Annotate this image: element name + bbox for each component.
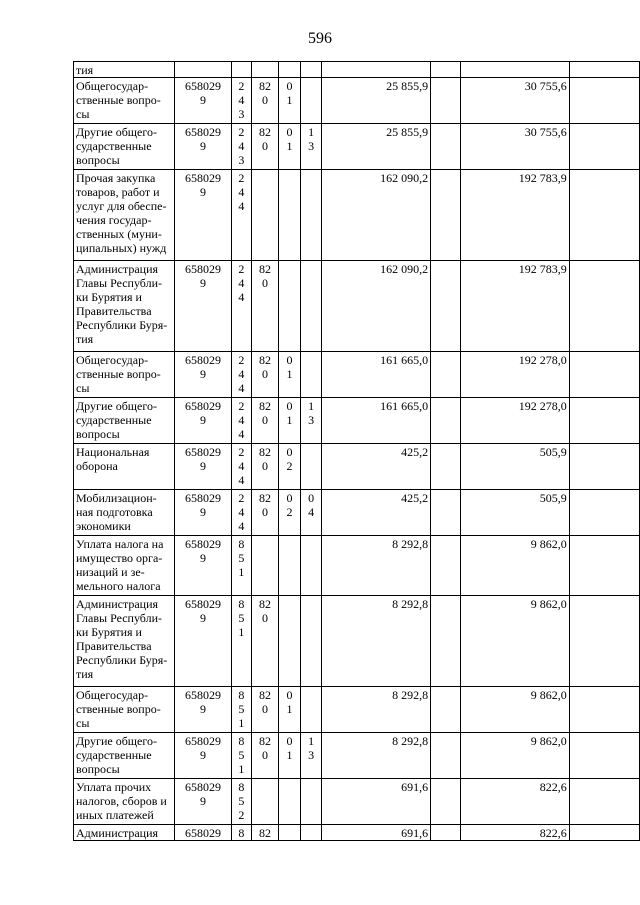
amount-1-cell <box>322 62 431 78</box>
row-name-cell: Администрация Главы Республи- ки Бурятия и Правительства Республики Буря- тия <box>74 261 175 352</box>
table-row <box>74 124 640 170</box>
table-row <box>74 490 640 536</box>
kbk-code-cell: 658029 9 <box>174 536 231 596</box>
amount-2-cell: 505,9 <box>461 490 570 536</box>
section-cell <box>279 825 301 841</box>
ministry-code-cell <box>251 536 279 596</box>
section-cell: 0 2 <box>279 490 301 536</box>
ministry-code-cell: 82 0 <box>251 352 279 398</box>
table-row <box>74 261 640 352</box>
amount-1-cell: 691,6 <box>322 779 431 825</box>
kbk-code-cell: 658029 <box>174 825 231 841</box>
table-row <box>74 398 640 444</box>
empty-cell-2 <box>569 352 639 398</box>
ministry-code-cell: 82 0 <box>251 490 279 536</box>
amount-1-cell: 8 292,8 <box>322 687 431 733</box>
section-cell <box>279 261 301 352</box>
empty-cell-2 <box>569 490 639 536</box>
amount-1-cell: 162 090,2 <box>322 261 431 352</box>
subsection-cell <box>300 596 322 687</box>
table-row <box>74 733 640 779</box>
expense-type-cell: 8 5 2 <box>232 779 252 825</box>
kbk-code-cell: 658029 9 <box>174 779 231 825</box>
ministry-code-cell: 82 0 <box>251 596 279 687</box>
subsection-cell: 1 3 <box>300 124 322 170</box>
kbk-code-cell: 658029 9 <box>174 733 231 779</box>
expense-type-cell: 2 4 3 <box>232 78 252 124</box>
empty-cell-1 <box>431 170 461 261</box>
amount-1-cell: 161 665,0 <box>322 352 431 398</box>
amount-2-cell: 505,9 <box>461 444 570 490</box>
table-row <box>74 596 640 687</box>
empty-cell-2 <box>569 825 639 841</box>
table-row <box>74 687 640 733</box>
table-body <box>74 62 640 841</box>
expense-type-cell: 2 4 4 <box>232 444 252 490</box>
empty-cell-1 <box>431 78 461 124</box>
expense-type-cell: 8 5 1 <box>232 733 252 779</box>
row-name-cell: тия <box>74 62 175 78</box>
section-cell: 0 1 <box>279 687 301 733</box>
empty-cell-1 <box>431 444 461 490</box>
section-cell: 0 1 <box>279 398 301 444</box>
ministry-code-cell: 82 0 <box>251 124 279 170</box>
subsection-cell <box>300 825 322 841</box>
budget-table <box>73 61 640 841</box>
kbk-code-cell: 658029 9 <box>174 687 231 733</box>
row-name-cell: Национальная оборона <box>74 444 175 490</box>
amount-1-cell: 162 090,2 <box>322 170 431 261</box>
expense-type-cell: 2 4 4 <box>232 170 252 261</box>
expense-type-cell <box>232 62 252 78</box>
row-name-cell: Другие общего- сударственные вопросы <box>74 398 175 444</box>
kbk-code-cell: 658029 9 <box>174 124 231 170</box>
kbk-code-cell: 658029 9 <box>174 398 231 444</box>
table-row <box>74 444 640 490</box>
section-cell: 0 1 <box>279 124 301 170</box>
empty-cell-2 <box>569 596 639 687</box>
ministry-code-cell: 82 0 <box>251 261 279 352</box>
amount-2-cell: 9 862,0 <box>461 687 570 733</box>
kbk-code-cell: 658029 9 <box>174 261 231 352</box>
amount-1-cell: 425,2 <box>322 444 431 490</box>
section-cell: 0 2 <box>279 444 301 490</box>
amount-2-cell: 30 755,6 <box>461 78 570 124</box>
kbk-code-cell: 658029 9 <box>174 490 231 536</box>
row-name-cell: Уплата налога на имущество орга- низаций и зе- мельного налога <box>74 536 175 596</box>
empty-cell-2 <box>569 170 639 261</box>
amount-2-cell: 192 783,9 <box>461 261 570 352</box>
page-number: 596 <box>308 30 332 47</box>
amount-1-cell: 161 665,0 <box>322 398 431 444</box>
row-name-cell: Другие общего- сударственные вопросы <box>74 124 175 170</box>
kbk-code-cell: 658029 9 <box>174 352 231 398</box>
expense-type-cell: 2 4 4 <box>232 261 252 352</box>
section-cell <box>279 779 301 825</box>
amount-2-cell: 192 278,0 <box>461 352 570 398</box>
subsection-cell: 0 4 <box>300 490 322 536</box>
empty-cell-2 <box>569 779 639 825</box>
ministry-code-cell: 82 0 <box>251 78 279 124</box>
row-name-cell: Общегосудар- ственные вопро- сы <box>74 78 175 124</box>
subsection-cell <box>300 536 322 596</box>
amount-2-cell: 30 755,6 <box>461 124 570 170</box>
kbk-code-cell: 658029 9 <box>174 170 231 261</box>
empty-cell-2 <box>569 124 639 170</box>
subsection-cell <box>300 78 322 124</box>
ministry-code-cell: 82 0 <box>251 444 279 490</box>
amount-2-cell: 9 862,0 <box>461 596 570 687</box>
expense-type-cell: 8 5 1 <box>232 536 252 596</box>
subsection-cell <box>300 352 322 398</box>
empty-cell-1 <box>431 687 461 733</box>
amount-2-cell: 822,6 <box>461 779 570 825</box>
empty-cell-2 <box>569 687 639 733</box>
amount-1-cell: 691,6 <box>322 825 431 841</box>
empty-cell-2 <box>569 398 639 444</box>
table-row <box>74 825 640 841</box>
ministry-code-cell: 82 0 <box>251 687 279 733</box>
table-row <box>74 170 640 261</box>
table-row <box>74 779 640 825</box>
section-cell: 0 1 <box>279 78 301 124</box>
amount-2-cell: 192 783,9 <box>461 170 570 261</box>
ministry-code-cell <box>251 62 279 78</box>
empty-cell-1 <box>431 596 461 687</box>
row-name-cell: Общегосудар- ственные вопро- сы <box>74 687 175 733</box>
row-name-cell: Общегосудар- ственные вопро- сы <box>74 352 175 398</box>
empty-cell-1 <box>431 352 461 398</box>
row-name-cell: Мобилизацион- ная подготовка экономики <box>74 490 175 536</box>
subsection-cell <box>300 687 322 733</box>
section-cell <box>279 62 301 78</box>
subsection-cell <box>300 444 322 490</box>
row-name-cell: Другие общего- сударственные вопросы <box>74 733 175 779</box>
amount-1-cell: 8 292,8 <box>322 733 431 779</box>
ministry-code-cell: 82 <box>251 825 279 841</box>
kbk-code-cell <box>174 62 231 78</box>
table-row <box>74 352 640 398</box>
empty-cell-2 <box>569 536 639 596</box>
amount-2-cell: 192 278,0 <box>461 398 570 444</box>
expense-type-cell: 8 <box>232 825 252 841</box>
subsection-cell <box>300 779 322 825</box>
empty-cell-1 <box>431 62 461 78</box>
amount-2-cell: 9 862,0 <box>461 536 570 596</box>
kbk-code-cell: 658029 9 <box>174 78 231 124</box>
ministry-code-cell <box>251 779 279 825</box>
subsection-cell <box>300 170 322 261</box>
empty-cell-1 <box>431 536 461 596</box>
expense-type-cell: 8 5 1 <box>232 687 252 733</box>
subsection-cell <box>300 261 322 352</box>
expense-type-cell: 2 4 4 <box>232 490 252 536</box>
section-cell <box>279 536 301 596</box>
amount-1-cell: 25 855,9 <box>322 124 431 170</box>
row-name-cell: Администрация Главы Республи- ки Бурятия и Правительства Республики Буря- тия <box>74 596 175 687</box>
section-cell: 0 1 <box>279 352 301 398</box>
amount-2-cell: 9 862,0 <box>461 733 570 779</box>
subsection-cell: 1 3 <box>300 733 322 779</box>
empty-cell-2 <box>569 733 639 779</box>
ministry-code-cell <box>251 170 279 261</box>
empty-cell-1 <box>431 398 461 444</box>
section-cell <box>279 170 301 261</box>
ministry-code-cell: 82 0 <box>251 733 279 779</box>
amount-1-cell: 425,2 <box>322 490 431 536</box>
table-row <box>74 536 640 596</box>
row-name-cell: Уплата прочих налогов, сборов и иных платежей <box>74 779 175 825</box>
empty-cell-1 <box>431 779 461 825</box>
section-cell: 0 1 <box>279 733 301 779</box>
amount-1-cell: 25 855,9 <box>322 78 431 124</box>
subsection-cell <box>300 62 322 78</box>
empty-cell-2 <box>569 78 639 124</box>
table-row <box>74 78 640 124</box>
empty-cell-1 <box>431 825 461 841</box>
section-cell <box>279 596 301 687</box>
kbk-code-cell: 658029 9 <box>174 596 231 687</box>
expense-type-cell: 2 4 4 <box>232 352 252 398</box>
kbk-code-cell: 658029 9 <box>174 444 231 490</box>
empty-cell-1 <box>431 124 461 170</box>
empty-cell-2 <box>569 444 639 490</box>
amount-2-cell <box>461 62 570 78</box>
empty-cell-1 <box>431 261 461 352</box>
empty-cell-2 <box>569 62 639 78</box>
expense-type-cell: 2 4 4 <box>232 398 252 444</box>
table-row <box>74 62 640 78</box>
amount-1-cell: 8 292,8 <box>322 536 431 596</box>
expense-type-cell: 2 4 3 <box>232 124 252 170</box>
empty-cell-2 <box>569 261 639 352</box>
expense-type-cell: 8 5 1 <box>232 596 252 687</box>
empty-cell-1 <box>431 490 461 536</box>
ministry-code-cell: 82 0 <box>251 398 279 444</box>
amount-2-cell: 822,6 <box>461 825 570 841</box>
subsection-cell: 1 3 <box>300 398 322 444</box>
amount-1-cell: 8 292,8 <box>322 596 431 687</box>
row-name-cell: Прочая закупка товаров, работ и услуг для обеспе- чения государ- ственных (муни- ципальных) нужд <box>74 170 175 261</box>
empty-cell-1 <box>431 733 461 779</box>
row-name-cell: Администрация <box>74 825 175 841</box>
